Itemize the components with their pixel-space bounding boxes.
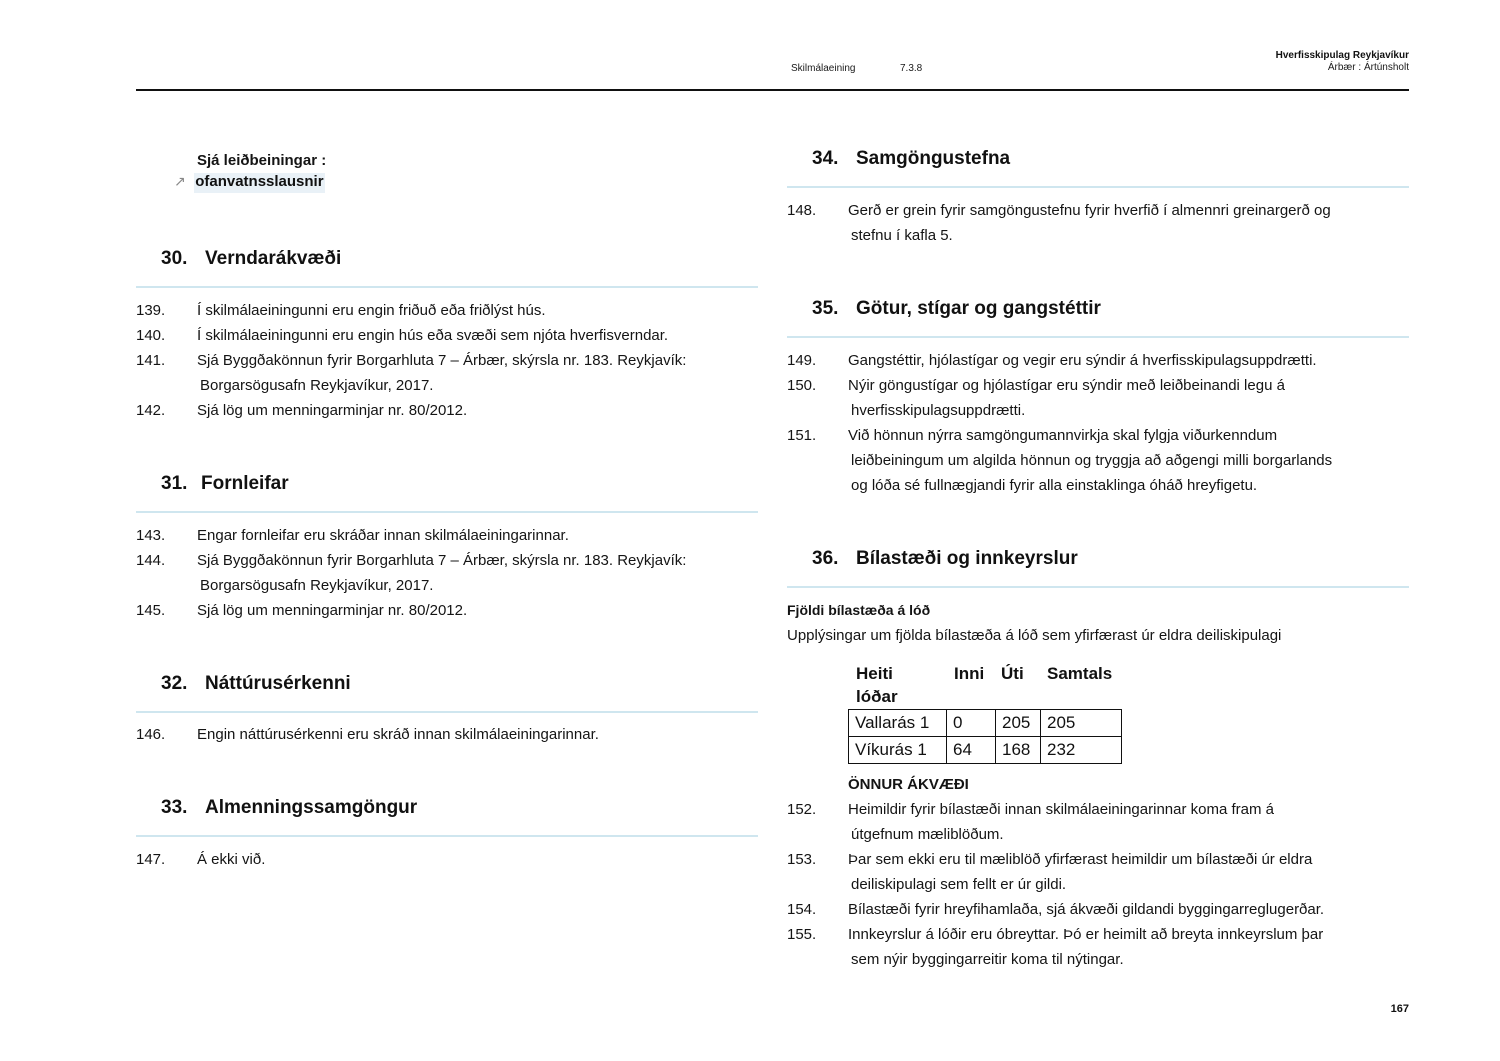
section-divider — [136, 286, 758, 288]
section-heading-31: 31. Fornleifar — [161, 473, 289, 494]
table-row — [849, 710, 1122, 737]
arrow-up-right-icon: ↗ — [174, 173, 186, 189]
table-row — [849, 737, 1122, 764]
table-cell-outside: 205 — [996, 710, 1041, 737]
section-heading-33: 33. Almenningssamgöngur — [161, 797, 418, 818]
list-item-141: 141. Sjá Byggðakönnun fyrir Borgarhluta 7 – Árbær, skýrsla nr. 183. Reykjavík: Borgarsögusafn Reykjavíkur, 2017. — [136, 352, 687, 394]
table-header-outside: Úti — [1001, 664, 1024, 683]
table-cell-lot: Vallarás 1 — [849, 710, 947, 737]
header-doc-subtitle: Árbær : Ártúnsholt — [1327, 62, 1409, 73]
list-item-153: 153. Þar sem ekki eru til mæliblöð yfirfærast heimildir um bílastæði úr eldra deiliskipulagi sem fellt er úr gildi. — [787, 851, 1313, 893]
list-item-139: 139. Í skilmálaeiningunni eru engin friðuð eða friðlýst hús. — [136, 302, 546, 319]
guidance-link-text[interactable]: ofanvatnsslausnir — [194, 173, 324, 193]
section-divider — [787, 586, 1409, 588]
list-item-140: 140. Í skilmálaeiningunni eru engin hús eða svæði sem njóta hverfisverndar. — [136, 327, 669, 344]
list-item-144: 144. Sjá Byggðakönnun fyrir Borgarhluta 7 – Árbær, skýrsla nr. 183. Reykjavík: Borgarsögusafn Reykjavíkur, 2017. — [136, 552, 687, 594]
list-item-147: 147. Á ekki við. — [136, 851, 266, 868]
header-section-label: Skilmálaeining — [791, 63, 856, 74]
parking-intro: Upplýsingar um fjölda bílastæða á lóð sem yfirfærast úr eldra deiliskipulagi — [787, 627, 1282, 644]
list-item-155: 155. Innkeyrslur á lóðir eru óbreyttar. Þó er heimilt að breyta innkeyrslum þar sem nýir byggingarreitir koma til nýtingar. — [787, 926, 1324, 968]
section-divider — [136, 511, 758, 513]
guidance-label: Sjá leiðbeiningar : — [197, 152, 327, 169]
section-divider — [787, 336, 1409, 338]
table-header-total: Samtals — [1047, 664, 1113, 683]
section-heading-36: 36. Bílastæði og innkeyrslur — [812, 548, 1078, 569]
list-item-152: 152. Heimildir fyrir bílastæði innan skilmálaeiningarinnar koma fram á útgefnum mæliblöðum. — [787, 801, 1274, 843]
parking-table — [848, 709, 1122, 764]
list-item-151: 151. Við hönnun nýrra samgöngumannvirkja skal fylgja viðurkenndum leiðbeiningum um algilda hönnun og tryggja að aðgengi milli borgarlands og lóða sé fullnægjandi fyrir alla einstaklinga óháð hreyfigetu. — [787, 427, 1333, 494]
list-item-149: 149. Gangstéttir, hjólastígar og vegir eru sýndir á hverfisskipulagsuppdrætti. — [787, 352, 1317, 369]
page-number: 167 — [1390, 1003, 1409, 1015]
list-item-145: 145. Sjá lög um menningarminjar nr. 80/2012. — [136, 602, 468, 619]
section-heading-34: 34. Samgöngustefna — [812, 148, 1011, 169]
list-item-150: 150. Nýir göngustígar og hjólastígar eru sýndir með leiðbeinandi legu á hverfisskipulagsuppdrætti. — [787, 377, 1285, 419]
section-divider — [787, 186, 1409, 188]
table-header-lot-name: Heiti lóðar — [856, 664, 898, 706]
section-divider — [136, 835, 758, 837]
table-cell-inside: 0 — [947, 710, 996, 737]
header-divider — [136, 89, 1409, 91]
header-section-number: 7.3.8 — [900, 63, 923, 74]
list-item-142: 142. Sjá lög um menningarminjar nr. 80/2012. — [136, 402, 468, 419]
parking-subheading: Fjöldi bílastæða á lóð — [787, 602, 931, 618]
section-heading-32: 32. Náttúrusérkenni — [161, 673, 351, 694]
list-item-143: 143. Engar fornleifar eru skráðar innan skilmálaeiningarinnar. — [136, 527, 569, 544]
table-cell-total: 205 — [1041, 710, 1122, 737]
table-cell-lot: Víkurás 1 — [849, 737, 947, 764]
table-cell-inside: 64 — [947, 737, 996, 764]
guidance-link[interactable] — [174, 173, 325, 191]
table-header-inside: Inni — [954, 664, 985, 683]
section-heading-30: 30. Verndarákvæði — [161, 248, 342, 269]
section-heading-35: 35. Götur, stígar og gangstéttir — [812, 298, 1101, 319]
section-divider — [136, 711, 758, 713]
header-doc-title: Hverfisskipulag Reykjavíkur — [1275, 50, 1409, 61]
table-cell-outside: 168 — [996, 737, 1041, 764]
list-item-146: 146. Engin náttúrusérkenni eru skráð innan skilmálaeiningarinnar. — [136, 726, 599, 743]
table-cell-total: 232 — [1041, 737, 1122, 764]
other-provisions-heading: ÖNNUR ÁKVÆÐI — [848, 776, 969, 793]
list-item-154: 154. Bílastæði fyrir hreyfihamlaða, sjá ákvæði gildandi byggingarreglugerðar. — [787, 901, 1325, 918]
list-item-148: 148. Gerð er grein fyrir samgöngustefnu fyrir hverfið í almennri greinargerð og stefnu í kafla 5. — [787, 202, 1331, 244]
